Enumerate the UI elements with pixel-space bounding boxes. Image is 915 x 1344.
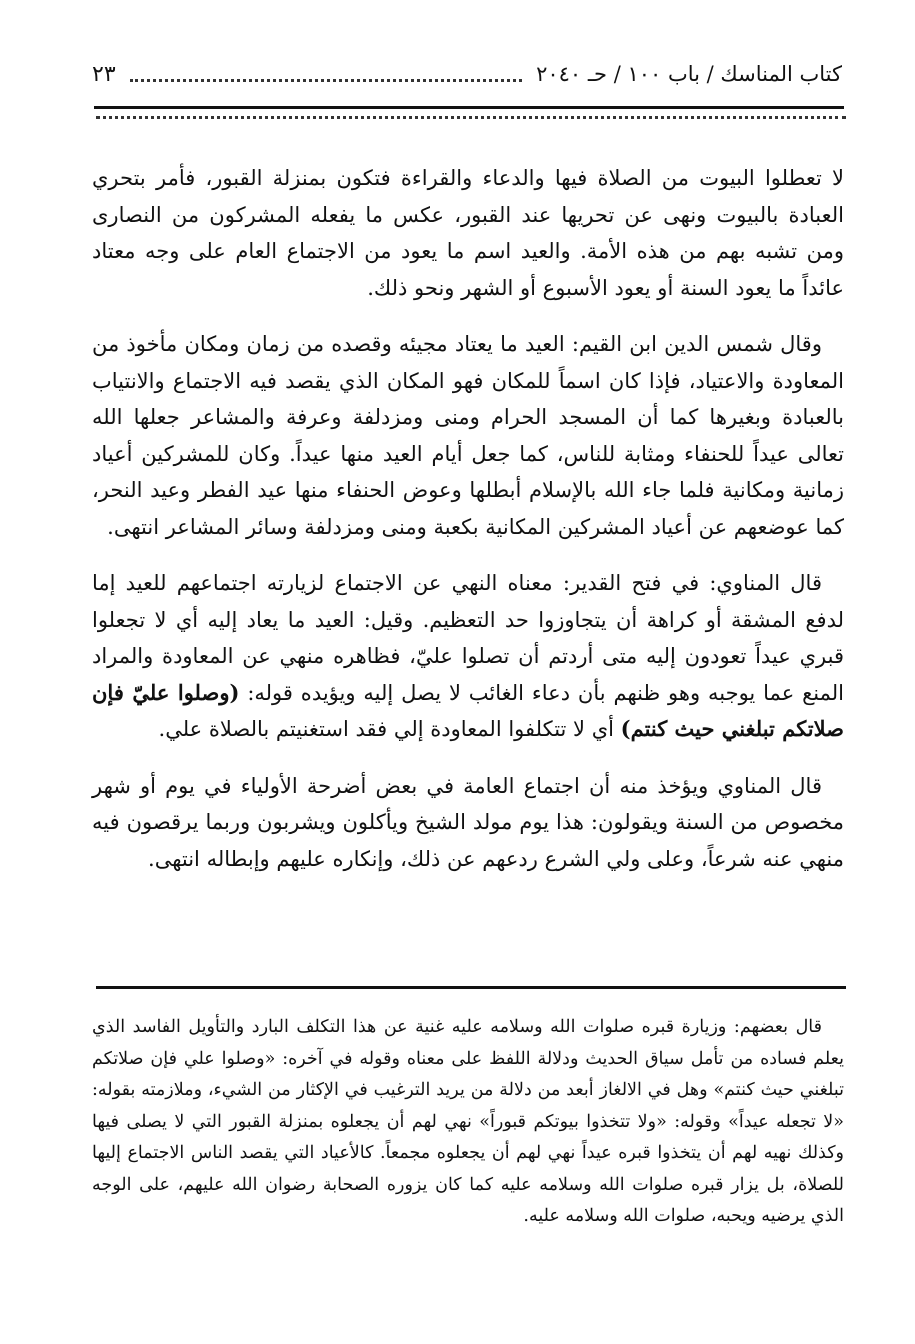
header-rule <box>94 106 844 109</box>
paragraph-3-text-b: أي لا تتكلفوا المعاودة إلي فقد استغنيتم بالصلاة علي. <box>158 717 614 741</box>
page-number: ٢٣ <box>92 61 116 87</box>
header-dotted-rule <box>96 116 846 119</box>
paragraph-4: قال المناوي ويؤخذ منه أن اجتماع العامة في بعض أضرحة الأولياء في يوم أو شهر مخصوص من السنة ويقولون: هذا يوم مولد الشيخ ويأكلون ويشربون وربما يرقصون فيه منهي عنه شرعاً، وعلى ولي الشرع ردعهم عن ذلك، وإنكاره عليهم وإبطاله انتهى. <box>92 773 844 871</box>
hadith-quote: (وصلوا عليّ فإن صلاتكم تبلغني حيث كنتم) <box>92 679 844 741</box>
footnote-text: قال بعضهم: وزيارة قبره صلوات الله وسلامه عليه غنية عن هذا التكلف البارد والتأويل الفاسد الذي يعلم فساده من تأمل سياق الحديث ودلالة اللفظ على معناه وقوله في آخره: «وصلوا علي فإن صلاتكم تبلغني حيث كنتم» وهل في الالغاز أبعد من دلالة من يريد الترغيب في الإكثار من الشيء، وملازمته بقوله: «لا تجعله عيداً» وقوله: «ولا تتخذوا بيوتكم قبوراً» نهي لهم أن يجعلوه بمنزلة القبور التي لا يصلى فيها وكذلك نهيه لهم أن يتخذوا قبره عيداً نهي لهم أن يجعلوه مجمعاً. كالأعياد التي يقصد الناس الاجتماع إليها للصلاة، بل يزار قبره صلوات الله وسلامه عليه كما كان يزوره الصحابة رضوان الله عليهم، على الوجه الذي يرضيه ويحبه، صلوات الله وسلامه عليه. <box>92 1017 845 1226</box>
paragraph-3 <box>92 565 844 748</box>
running-title: كتاب المناسك / باب ١٠٠ / حـ ٢٠٤٠ <box>536 62 842 86</box>
main-text <box>92 160 844 897</box>
dot-leader <box>130 79 522 82</box>
footnote <box>92 1012 844 1233</box>
running-header <box>92 54 842 94</box>
footnote-rule <box>96 986 846 989</box>
paragraph-1: لا تعطلوا البيوت من الصلاة فيها والدعاء والقراءة فتكون بمنزلة القبور، فأمر بتحري العبادة بالبيوت ونهى عن تحريها عند القبور، عكس ما يفعله المشركون من النصارى ومن تشبه بهم من هذه الأمة. والعيد اسم ما يعود من الاجتماع العام على وجه معتاد عائداً ما يعود السنة أو يعود الأسبوع أو الشهر ونحو ذلك. <box>92 166 844 300</box>
paragraph-3-text-a: قال المناوي: في فتح القدير: معناه النهي عن الاجتماع لزيارته اجتماعهم للعيد إما لدفع المشقة أو كراهة أن يتجاوزوا حد التعظيم. وقيل: العيد ما يعاد إليه أي لا تجعلوا قبري عيداً تعودون إليه متى أردتم أن تصلوا عليّ، فظاهره منهي عن المعاودة والمراد المنع عما يوجبه وهو ظنهم بأن دعاء الغائب لا يصل إليه ويؤيده قوله: <box>92 571 844 705</box>
paragraph-2: وقال شمس الدين ابن القيم: العيد ما يعتاد مجيئه وقصده من زمان ومكان مأخوذ من المعاودة والاعتياد، فإذا كان اسماً للمكان فهو المكان الذي يقصد فيه الاجتماع والانتياب بالعبادة وبغيرها كما أن المسجد الحرام ومنى ومزدلفة وعرفة والمشاعر جعلها الله تعالى عيداً للحنفاء ومثابة للناس، كما جعل أيام العيد منها عيداً. وكان للمشركين أعياد زمانية ومكانية فلما جاء الله بالإسلام أبطلها وعوض الحنفاء منها عيد الفطر وعيد النحر، كما عوضعهم عن أعياد المشركين المكانية بكعبة ومنى ومزدلفة وسائر المشاعر انتهى. <box>92 332 844 539</box>
